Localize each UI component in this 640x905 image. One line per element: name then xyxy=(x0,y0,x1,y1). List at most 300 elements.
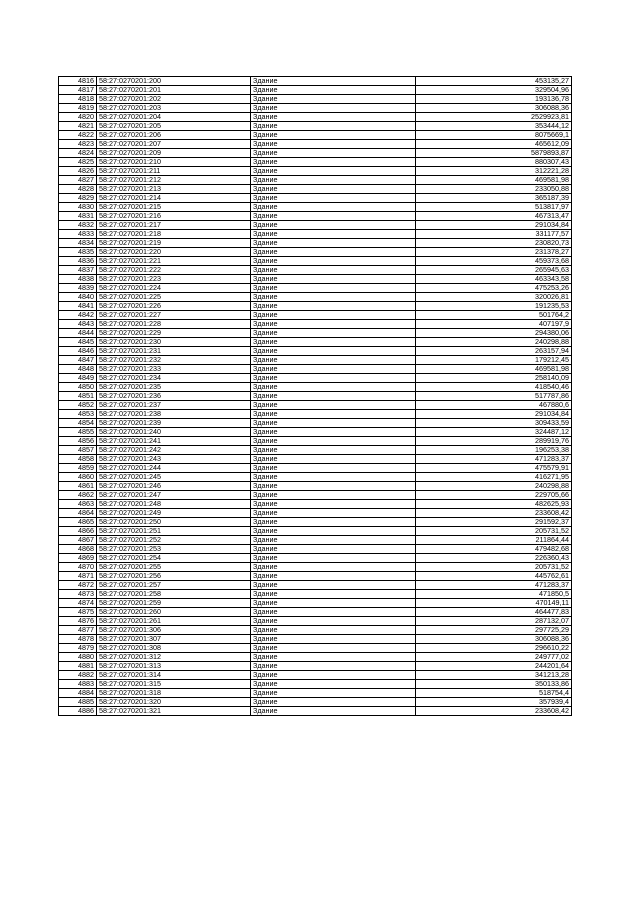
table-row xyxy=(59,95,572,104)
row-number: 4881 xyxy=(59,662,97,671)
cadastral-value: 482625,93 xyxy=(416,500,572,509)
property-table-body xyxy=(59,77,572,716)
cadastral-number: 58:27:0270201:231 xyxy=(97,347,251,356)
object-type: Здание xyxy=(251,356,416,365)
cadastral-value: 196253,38 xyxy=(416,446,572,455)
object-type: Здание xyxy=(251,347,416,356)
row-number: 4854 xyxy=(59,419,97,428)
cadastral-number: 58:27:0270201:234 xyxy=(97,374,251,383)
object-type: Здание xyxy=(251,248,416,257)
row-number: 4853 xyxy=(59,410,97,419)
cadastral-number: 58:27:0270201:217 xyxy=(97,221,251,230)
cadastral-value: 291592,37 xyxy=(416,518,572,527)
cadastral-value: 467880,6 xyxy=(416,401,572,410)
row-number: 4875 xyxy=(59,608,97,617)
cadastral-number: 58:27:0270201:222 xyxy=(97,266,251,275)
row-number: 4865 xyxy=(59,518,97,527)
row-number: 4874 xyxy=(59,599,97,608)
row-number: 4818 xyxy=(59,95,97,104)
object-type: Здание xyxy=(251,77,416,86)
table-row xyxy=(59,266,572,275)
table-row xyxy=(59,356,572,365)
cadastral-value: 471283,37 xyxy=(416,455,572,464)
table-row xyxy=(59,149,572,158)
object-type: Здание xyxy=(251,428,416,437)
cadastral-number: 58:27:0270201:237 xyxy=(97,401,251,410)
row-number: 4851 xyxy=(59,392,97,401)
table-row xyxy=(59,86,572,95)
object-type: Здание xyxy=(251,707,416,716)
cadastral-value: 513817,97 xyxy=(416,203,572,212)
table-row xyxy=(59,428,572,437)
cadastral-number: 58:27:0270201:308 xyxy=(97,644,251,653)
table-row xyxy=(59,113,572,122)
object-type: Здание xyxy=(251,527,416,536)
table-row xyxy=(59,230,572,239)
cadastral-value: 471283,37 xyxy=(416,581,572,590)
object-type: Здание xyxy=(251,536,416,545)
cadastral-number: 58:27:0270201:206 xyxy=(97,131,251,140)
cadastral-value: 464477,83 xyxy=(416,608,572,617)
table-row xyxy=(59,581,572,590)
cadastral-value: 469581,98 xyxy=(416,176,572,185)
row-number: 4842 xyxy=(59,311,97,320)
cadastral-number: 58:27:0270201:260 xyxy=(97,608,251,617)
cadastral-value: 258140,09 xyxy=(416,374,572,383)
cadastral-value: 306088,36 xyxy=(416,104,572,113)
row-number: 4872 xyxy=(59,581,97,590)
cadastral-number: 58:27:0270201:224 xyxy=(97,284,251,293)
object-type: Здание xyxy=(251,554,416,563)
table-row xyxy=(59,599,572,608)
row-number: 4880 xyxy=(59,653,97,662)
cadastral-value: 350133,86 xyxy=(416,680,572,689)
cadastral-value: 291034,84 xyxy=(416,221,572,230)
row-number: 4857 xyxy=(59,446,97,455)
cadastral-number: 58:27:0270201:248 xyxy=(97,500,251,509)
cadastral-number: 58:27:0270201:314 xyxy=(97,671,251,680)
cadastral-value: 365187,39 xyxy=(416,194,572,203)
cadastral-value: 211864,44 xyxy=(416,536,572,545)
cadastral-number: 58:27:0270201:240 xyxy=(97,428,251,437)
cadastral-number: 58:27:0270201:225 xyxy=(97,293,251,302)
cadastral-value: 467313,47 xyxy=(416,212,572,221)
object-type: Здание xyxy=(251,221,416,230)
cadastral-number: 58:27:0270201:233 xyxy=(97,365,251,374)
cadastral-value: 294380,06 xyxy=(416,329,572,338)
cadastral-number: 58:27:0270201:230 xyxy=(97,338,251,347)
object-type: Здание xyxy=(251,212,416,221)
cadastral-number: 58:27:0270201:228 xyxy=(97,320,251,329)
cadastral-value: 459373,68 xyxy=(416,257,572,266)
row-number: 4817 xyxy=(59,86,97,95)
table-row xyxy=(59,248,572,257)
object-type: Здание xyxy=(251,680,416,689)
cadastral-value: 8075669,1 xyxy=(416,131,572,140)
object-type: Здание xyxy=(251,572,416,581)
cadastral-number: 58:27:0270201:216 xyxy=(97,212,251,221)
cadastral-number: 58:27:0270201:307 xyxy=(97,635,251,644)
cadastral-number: 58:27:0270201:239 xyxy=(97,419,251,428)
cadastral-number: 58:27:0270201:207 xyxy=(97,140,251,149)
table-row xyxy=(59,509,572,518)
cadastral-number: 58:27:0270201:210 xyxy=(97,158,251,167)
table-row xyxy=(59,635,572,644)
cadastral-value: 331177,57 xyxy=(416,230,572,239)
cadastral-value: 312221,28 xyxy=(416,167,572,176)
cadastral-number: 58:27:0270201:218 xyxy=(97,230,251,239)
cadastral-value: 263157,94 xyxy=(416,347,572,356)
object-type: Здание xyxy=(251,167,416,176)
row-number: 4855 xyxy=(59,428,97,437)
object-type: Здание xyxy=(251,140,416,149)
row-number: 4858 xyxy=(59,455,97,464)
cadastral-number: 58:27:0270201:318 xyxy=(97,689,251,698)
row-number: 4830 xyxy=(59,203,97,212)
cadastral-value: 880307,43 xyxy=(416,158,572,167)
row-number: 4871 xyxy=(59,572,97,581)
object-type: Здание xyxy=(251,581,416,590)
object-type: Здание xyxy=(251,122,416,131)
cadastral-number: 58:27:0270201:209 xyxy=(97,149,251,158)
row-number: 4873 xyxy=(59,590,97,599)
object-type: Здание xyxy=(251,644,416,653)
table-row xyxy=(59,311,572,320)
cadastral-value: 465612,09 xyxy=(416,140,572,149)
cadastral-value: 475579,91 xyxy=(416,464,572,473)
row-number: 4860 xyxy=(59,473,97,482)
object-type: Здание xyxy=(251,293,416,302)
cadastral-number: 58:27:0270201:306 xyxy=(97,626,251,635)
table-row xyxy=(59,401,572,410)
row-number: 4862 xyxy=(59,491,97,500)
cadastral-number: 58:27:0270201:211 xyxy=(97,167,251,176)
table-row xyxy=(59,500,572,509)
cadastral-number: 58:27:0270201:258 xyxy=(97,590,251,599)
table-row xyxy=(59,212,572,221)
table-row xyxy=(59,455,572,464)
table-row xyxy=(59,284,572,293)
table-row xyxy=(59,194,572,203)
row-number: 4843 xyxy=(59,320,97,329)
cadastral-number: 58:27:0270201:236 xyxy=(97,392,251,401)
table-row xyxy=(59,185,572,194)
cadastral-value: 309433,59 xyxy=(416,419,572,428)
table-row xyxy=(59,176,572,185)
table-row xyxy=(59,167,572,176)
cadastral-number: 58:27:0270201:245 xyxy=(97,473,251,482)
cadastral-number: 58:27:0270201:250 xyxy=(97,518,251,527)
row-number: 4824 xyxy=(59,149,97,158)
cadastral-number: 58:27:0270201:247 xyxy=(97,491,251,500)
table-row xyxy=(59,257,572,266)
object-type: Здание xyxy=(251,545,416,554)
cadastral-number: 58:27:0270201:251 xyxy=(97,527,251,536)
object-type: Здание xyxy=(251,671,416,680)
table-row xyxy=(59,608,572,617)
row-number: 4866 xyxy=(59,527,97,536)
cadastral-value: 205731,52 xyxy=(416,563,572,572)
cadastral-number: 58:27:0270201:220 xyxy=(97,248,251,257)
cadastral-value: 240298,88 xyxy=(416,482,572,491)
row-number: 4886 xyxy=(59,707,97,716)
row-number: 4877 xyxy=(59,626,97,635)
row-number: 4870 xyxy=(59,563,97,572)
object-type: Здание xyxy=(251,266,416,275)
row-number: 4831 xyxy=(59,212,97,221)
table-row xyxy=(59,680,572,689)
table-row xyxy=(59,275,572,284)
cadastral-number: 58:27:0270201:315 xyxy=(97,680,251,689)
row-number: 4849 xyxy=(59,374,97,383)
row-number: 4867 xyxy=(59,536,97,545)
object-type: Здание xyxy=(251,194,416,203)
object-type: Здание xyxy=(251,698,416,707)
row-number: 4848 xyxy=(59,365,97,374)
cadastral-number: 58:27:0270201:215 xyxy=(97,203,251,212)
object-type: Здание xyxy=(251,311,416,320)
table-row xyxy=(59,671,572,680)
table-row xyxy=(59,653,572,662)
table-row xyxy=(59,482,572,491)
object-type: Здание xyxy=(251,185,416,194)
table-row xyxy=(59,437,572,446)
table-row xyxy=(59,545,572,554)
object-type: Здание xyxy=(251,509,416,518)
row-number: 4832 xyxy=(59,221,97,230)
row-number: 4829 xyxy=(59,194,97,203)
cadastral-number: 58:27:0270201:254 xyxy=(97,554,251,563)
object-type: Здание xyxy=(251,338,416,347)
table-row xyxy=(59,374,572,383)
table-row xyxy=(59,410,572,419)
cadastral-number: 58:27:0270201:219 xyxy=(97,239,251,248)
object-type: Здание xyxy=(251,257,416,266)
table-row xyxy=(59,383,572,392)
table-row xyxy=(59,239,572,248)
object-type: Здание xyxy=(251,653,416,662)
cadastral-value: 240298,88 xyxy=(416,338,572,347)
cadastral-value: 191235,53 xyxy=(416,302,572,311)
cadastral-value: 226360,43 xyxy=(416,554,572,563)
table-row xyxy=(59,392,572,401)
cadastral-number: 58:27:0270201:256 xyxy=(97,572,251,581)
cadastral-value: 233608,42 xyxy=(416,509,572,518)
row-number: 4822 xyxy=(59,131,97,140)
object-type: Здание xyxy=(251,518,416,527)
cadastral-value: 287132,07 xyxy=(416,617,572,626)
cadastral-value: 470149,11 xyxy=(416,599,572,608)
table-row xyxy=(59,563,572,572)
cadastral-value: 416271,95 xyxy=(416,473,572,482)
table-row xyxy=(59,140,572,149)
table-row xyxy=(59,203,572,212)
row-number: 4838 xyxy=(59,275,97,284)
cadastral-number: 58:27:0270201:201 xyxy=(97,86,251,95)
row-number: 4836 xyxy=(59,257,97,266)
row-number: 4845 xyxy=(59,338,97,347)
cadastral-value: 291034,84 xyxy=(416,410,572,419)
cadastral-number: 58:27:0270201:243 xyxy=(97,455,251,464)
object-type: Здание xyxy=(251,86,416,95)
cadastral-value: 518754,4 xyxy=(416,689,572,698)
cadastral-number: 58:27:0270201:242 xyxy=(97,446,251,455)
cadastral-number: 58:27:0270201:312 xyxy=(97,653,251,662)
table-row xyxy=(59,626,572,635)
table-row xyxy=(59,158,572,167)
table-row xyxy=(59,662,572,671)
cadastral-value: 296610,22 xyxy=(416,644,572,653)
cadastral-number: 58:27:0270201:238 xyxy=(97,410,251,419)
cadastral-value: 418540,46 xyxy=(416,383,572,392)
table-row xyxy=(59,338,572,347)
row-number: 4850 xyxy=(59,383,97,392)
object-type: Здание xyxy=(251,320,416,329)
cadastral-number: 58:27:0270201:200 xyxy=(97,77,251,86)
cadastral-value: 193136,78 xyxy=(416,95,572,104)
object-type: Здание xyxy=(251,239,416,248)
cadastral-value: 249777,02 xyxy=(416,653,572,662)
object-type: Здание xyxy=(251,662,416,671)
cadastral-number: 58:27:0270201:214 xyxy=(97,194,251,203)
cadastral-number: 58:27:0270201:221 xyxy=(97,257,251,266)
table-row xyxy=(59,365,572,374)
cadastral-value: 233050,88 xyxy=(416,185,572,194)
cadastral-number: 58:27:0270201:259 xyxy=(97,599,251,608)
cadastral-number: 58:27:0270201:257 xyxy=(97,581,251,590)
table-row xyxy=(59,221,572,230)
cadastral-value: 475253,26 xyxy=(416,284,572,293)
row-number: 4828 xyxy=(59,185,97,194)
row-number: 4840 xyxy=(59,293,97,302)
object-type: Здание xyxy=(251,464,416,473)
table-row xyxy=(59,527,572,536)
cadastral-number: 58:27:0270201:244 xyxy=(97,464,251,473)
cadastral-value: 469581,98 xyxy=(416,365,572,374)
cadastral-value: 479482,68 xyxy=(416,545,572,554)
cadastral-number: 58:27:0270201:229 xyxy=(97,329,251,338)
cadastral-value: 407197,9 xyxy=(416,320,572,329)
cadastral-value: 2529923,81 xyxy=(416,113,572,122)
row-number: 4882 xyxy=(59,671,97,680)
cadastral-number: 58:27:0270201:202 xyxy=(97,95,251,104)
cadastral-number: 58:27:0270201:205 xyxy=(97,122,251,131)
object-type: Здание xyxy=(251,410,416,419)
cadastral-value: 244201,64 xyxy=(416,662,572,671)
object-type: Здание xyxy=(251,455,416,464)
cadastral-number: 58:27:0270201:321 xyxy=(97,707,251,716)
table-row xyxy=(59,554,572,563)
object-type: Здание xyxy=(251,590,416,599)
table-row xyxy=(59,572,572,581)
object-type: Здание xyxy=(251,329,416,338)
row-number: 4837 xyxy=(59,266,97,275)
cadastral-value: 329504,96 xyxy=(416,86,572,95)
object-type: Здание xyxy=(251,275,416,284)
cadastral-value: 357939,4 xyxy=(416,698,572,707)
object-type: Здание xyxy=(251,617,416,626)
cadastral-number: 58:27:0270201:252 xyxy=(97,536,251,545)
cadastral-number: 58:27:0270201:241 xyxy=(97,437,251,446)
object-type: Здание xyxy=(251,599,416,608)
object-type: Здание xyxy=(251,383,416,392)
object-type: Здание xyxy=(251,626,416,635)
object-type: Здание xyxy=(251,95,416,104)
cadastral-value: 471850,5 xyxy=(416,590,572,599)
object-type: Здание xyxy=(251,284,416,293)
row-number: 4878 xyxy=(59,635,97,644)
row-number: 4835 xyxy=(59,248,97,257)
row-number: 4863 xyxy=(59,500,97,509)
cadastral-value: 297725,29 xyxy=(416,626,572,635)
row-number: 4879 xyxy=(59,644,97,653)
property-table xyxy=(58,76,572,716)
row-number: 4864 xyxy=(59,509,97,518)
cadastral-value: 205731,52 xyxy=(416,527,572,536)
cadastral-value: 231378,27 xyxy=(416,248,572,257)
object-type: Здание xyxy=(251,500,416,509)
cadastral-value: 445762,61 xyxy=(416,572,572,581)
table-row xyxy=(59,419,572,428)
row-number: 4869 xyxy=(59,554,97,563)
cadastral-value: 453135,27 xyxy=(416,77,572,86)
row-number: 4846 xyxy=(59,347,97,356)
cadastral-number: 58:27:0270201:203 xyxy=(97,104,251,113)
cadastral-value: 463343,58 xyxy=(416,275,572,284)
table-row xyxy=(59,329,572,338)
object-type: Здание xyxy=(251,491,416,500)
cadastral-value: 501764,2 xyxy=(416,311,572,320)
cadastral-number: 58:27:0270201:213 xyxy=(97,185,251,194)
row-number: 4833 xyxy=(59,230,97,239)
cadastral-value: 233608,42 xyxy=(416,707,572,716)
object-type: Здание xyxy=(251,365,416,374)
table-row xyxy=(59,590,572,599)
table-row xyxy=(59,536,572,545)
row-number: 4852 xyxy=(59,401,97,410)
table-row xyxy=(59,518,572,527)
object-type: Здание xyxy=(251,635,416,644)
row-number: 4885 xyxy=(59,698,97,707)
cadastral-number: 58:27:0270201:235 xyxy=(97,383,251,392)
row-number: 4859 xyxy=(59,464,97,473)
cadastral-value: 229705,66 xyxy=(416,491,572,500)
cadastral-number: 58:27:0270201:249 xyxy=(97,509,251,518)
object-type: Здание xyxy=(251,419,416,428)
cadastral-number: 58:27:0270201:253 xyxy=(97,545,251,554)
row-number: 4823 xyxy=(59,140,97,149)
row-number: 4844 xyxy=(59,329,97,338)
cadastral-value: 517787,86 xyxy=(416,392,572,401)
cadastral-value: 5879893,87 xyxy=(416,149,572,158)
object-type: Здание xyxy=(251,392,416,401)
object-type: Здание xyxy=(251,113,416,122)
cadastral-number: 58:27:0270201:227 xyxy=(97,311,251,320)
row-number: 4825 xyxy=(59,158,97,167)
table-row xyxy=(59,293,572,302)
object-type: Здание xyxy=(251,158,416,167)
row-number: 4826 xyxy=(59,167,97,176)
row-number: 4819 xyxy=(59,104,97,113)
cadastral-number: 58:27:0270201:204 xyxy=(97,113,251,122)
table-row xyxy=(59,104,572,113)
table-row xyxy=(59,464,572,473)
object-type: Здание xyxy=(251,176,416,185)
object-type: Здание xyxy=(251,374,416,383)
object-type: Здание xyxy=(251,104,416,113)
cadastral-value: 289919,76 xyxy=(416,437,572,446)
cadastral-number: 58:27:0270201:223 xyxy=(97,275,251,284)
